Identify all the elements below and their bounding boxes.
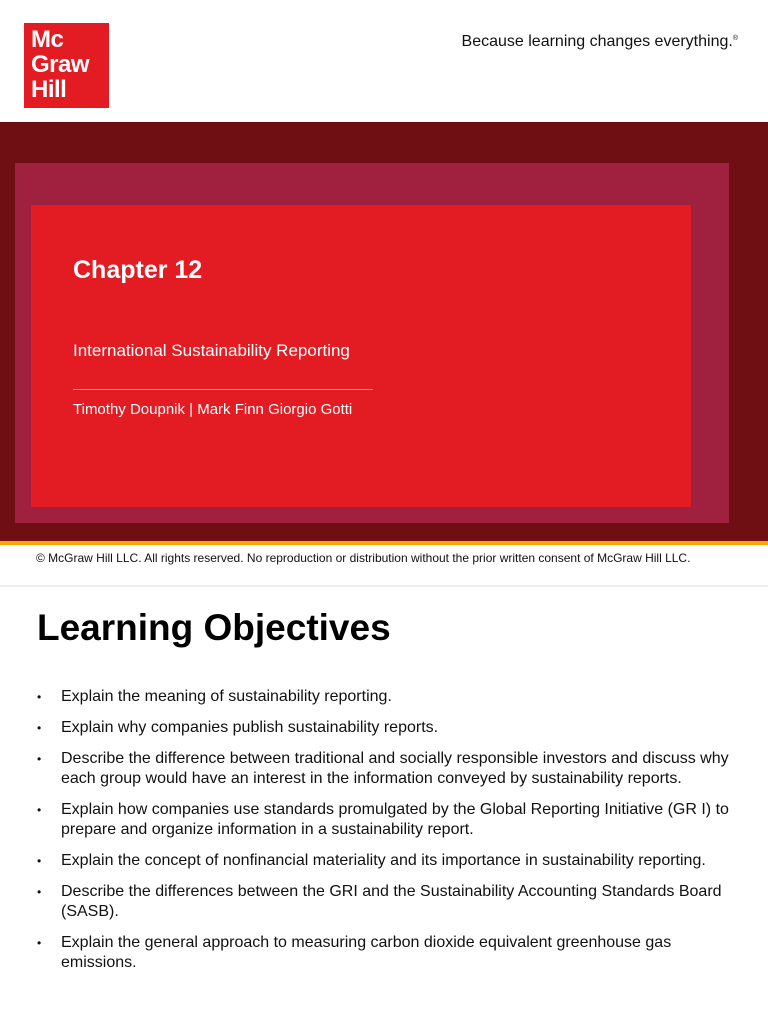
logo-line-3: Hill bbox=[31, 76, 67, 103]
registered-mark: ® bbox=[732, 35, 738, 42]
objective-item bbox=[37, 882, 743, 922]
bullet-icon: • bbox=[37, 752, 42, 766]
objective-text: Explain how companies use standards promulgated by the Global Reporting Initiative (GR I) to prepare and organize information in a sustainability report. bbox=[61, 801, 729, 838]
objective-item bbox=[37, 687, 743, 707]
objectives-heading: Learning Objectives bbox=[37, 607, 391, 648]
copyright-notice: © McGraw Hill LLC. All rights reserved. No reproduction or distribution without the prior written consent of McGraw Hill LLC. bbox=[36, 551, 691, 565]
gold-accent-line bbox=[0, 541, 768, 545]
objective-text: Explain the concept of nonfinancial materiality and its importance in sustainability reporting. bbox=[61, 852, 706, 869]
bullet-icon: • bbox=[37, 936, 42, 950]
bullet-icon: • bbox=[37, 854, 42, 868]
logo-line-2: Graw bbox=[31, 51, 90, 78]
bullet-icon: • bbox=[37, 885, 42, 899]
bullet-icon: • bbox=[37, 690, 42, 704]
mcgraw-hill-logo bbox=[24, 23, 109, 108]
objective-text: Describe the difference between traditional and socially responsible investors and discuss why each group would have an interest in the information conveyed by sustainability reports. bbox=[61, 750, 729, 787]
objective-text: Explain the general approach to measuring carbon dioxide equivalent greenhouse gas emissions. bbox=[61, 934, 672, 971]
tagline bbox=[462, 33, 738, 51]
objective-item bbox=[37, 718, 743, 738]
objective-item bbox=[37, 851, 743, 871]
objective-item bbox=[37, 933, 743, 973]
chapter-title: Chapter 12 bbox=[73, 256, 203, 284]
objective-item bbox=[37, 749, 743, 789]
chapter-subtitle: International Sustainability Reporting bbox=[73, 341, 350, 360]
bullet-icon: • bbox=[37, 721, 42, 735]
title-divider-rule bbox=[73, 389, 373, 390]
objective-text: Explain why companies publish sustainability reports. bbox=[61, 719, 439, 736]
bullet-icon: • bbox=[37, 803, 42, 817]
objective-text: Explain the meaning of sustainability reporting. bbox=[61, 688, 392, 705]
tagline-text: Because learning changes everything. bbox=[461, 33, 733, 50]
objectives-list bbox=[37, 687, 743, 984]
objective-item bbox=[37, 800, 743, 840]
logo-line-1: Mc bbox=[31, 26, 64, 53]
authors: Timothy Doupnik | Mark Finn Giorgio Gotti bbox=[73, 401, 353, 418]
slide-divider bbox=[0, 585, 768, 587]
objective-text: Describe the differences between the GRI and the Sustainability Accounting Standards Board (SASB). bbox=[61, 883, 722, 920]
